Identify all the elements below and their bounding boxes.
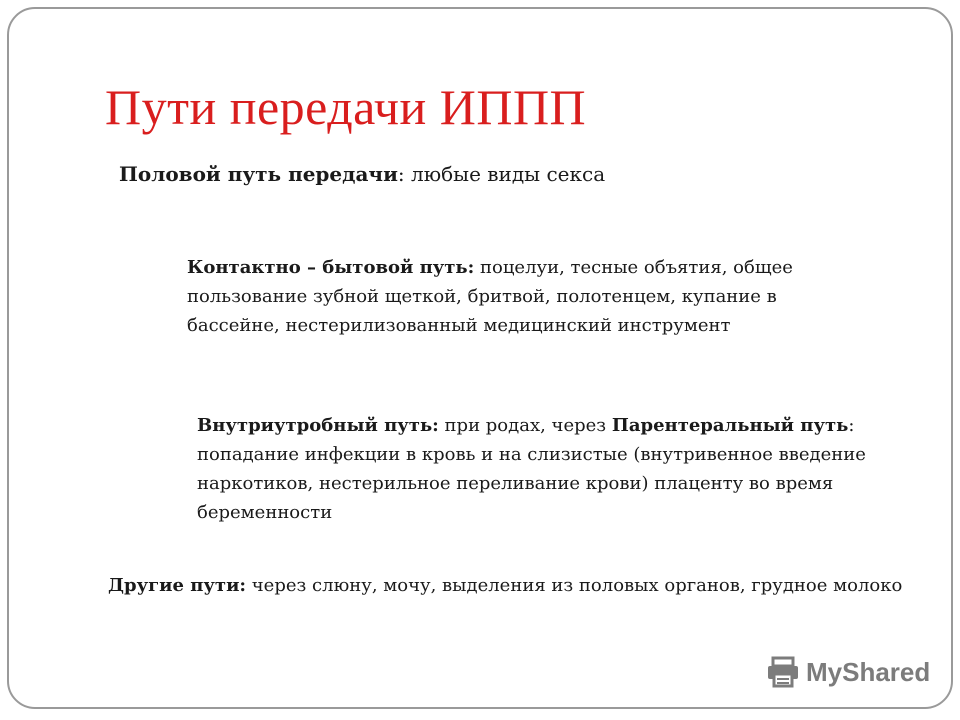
sexual-route-heading: Половой путь передачи [119,162,398,186]
other-routes-heading: Другие пути: [108,575,247,596]
sexual-route-text [119,160,605,189]
intrauterine-route-text [197,411,937,527]
parenteral-route-description: : попадание инфекции в кровь и на слизистые (внутривенное введение наркотиков, нестерильное переливание крови) плаценту во время беременности [197,415,866,523]
intrauterine-route-heading: Внутриутробный путь: [197,415,439,436]
contact-route-heading: Контактно – бытовой путь: [187,257,475,278]
watermark-label: MyShared [806,656,931,687]
slide-title: Пути передачи ИППП [105,79,587,135]
printer-icon [766,656,800,688]
contact-route-text [187,253,847,340]
other-routes-text [108,571,928,600]
intrauterine-route-description: при родах, через [438,415,612,436]
sexual-route-description: : любые виды секса [397,162,606,186]
parenteral-route-heading: Парентеральный путь [611,415,849,436]
myshared-watermark [766,656,930,688]
other-routes-description: через слюну, мочу, выделения из половых органов, грудное молоко [246,575,903,596]
contact-route-description: поцелуи, тесные объятия, общее пользование зубной щеткой, бритвой, полотенцем, купание в бассейне, нестерилизованный медицинский инструмент [187,257,793,336]
